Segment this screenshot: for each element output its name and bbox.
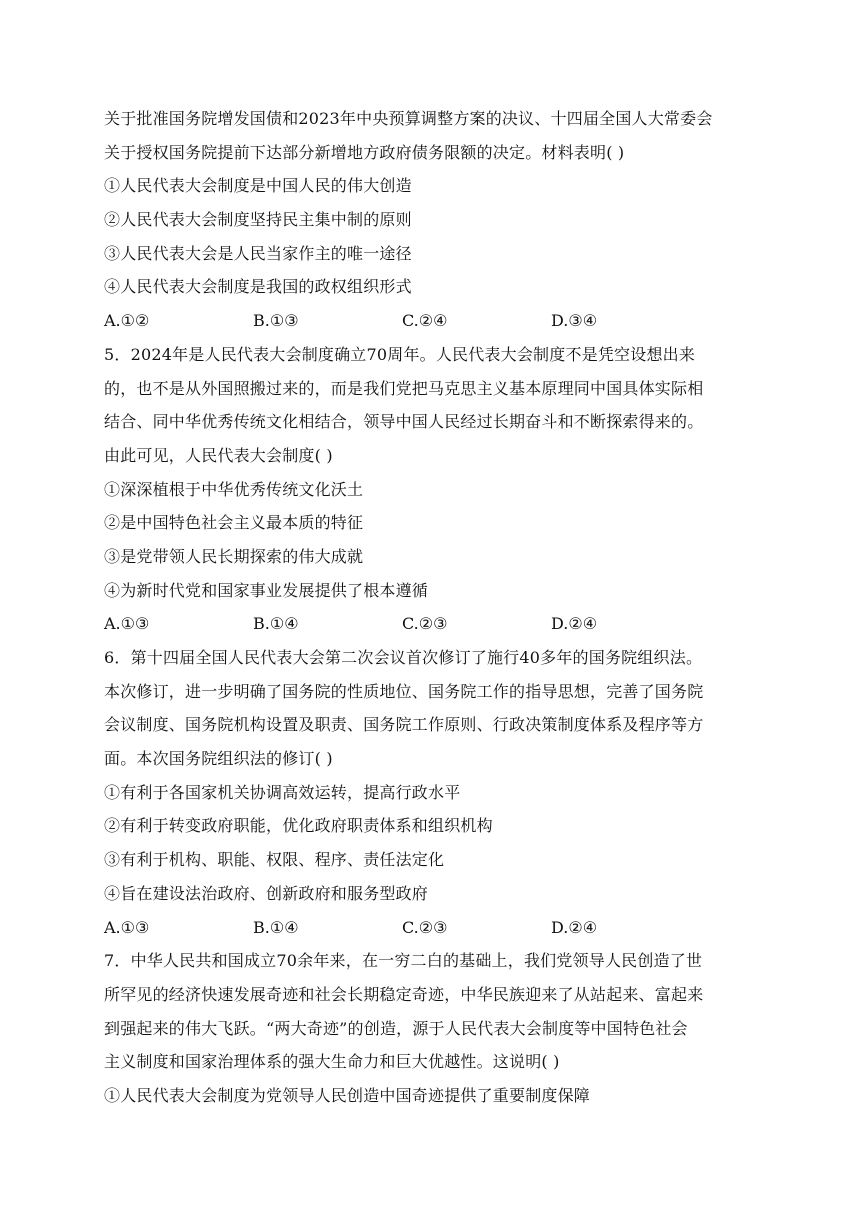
question-stem-line: 7．中华人民共和国成立70余年来，在一穷二白的基础上，我们党领导人民创造了世 xyxy=(104,951,703,971)
question-stem-line: 会议制度、国务院机构设置及职责、国务院工作原则、行政决策制度体系及程序等方 xyxy=(104,715,704,735)
question-stem-line: 所罕见的经济快速发展奇迹和社会长期稳定奇迹，中华民族迎来了从站起来、富起来 xyxy=(104,984,704,1004)
statement-item: ①人民代表大会制度为党领导人民创造中国奇迹提供了重要制度保障 xyxy=(104,1085,591,1105)
answer-options xyxy=(104,304,764,338)
statement-item: ①有利于各国家机关协调高效运转，提高行政水平 xyxy=(104,782,461,802)
question-stem-line: 由此可见，人民代表大会制度( ) xyxy=(104,445,333,465)
question-5 xyxy=(104,338,764,641)
option-d: D.③④ xyxy=(551,311,598,331)
document-page xyxy=(104,102,764,1113)
option-c: C.②③ xyxy=(402,614,448,634)
option-b: B.①④ xyxy=(253,614,299,634)
statement-item: ②是中国特色社会主义最本质的特征 xyxy=(104,513,364,533)
statement-item: ④人民代表大会制度是我国的政权组织形式 xyxy=(104,277,412,297)
statement-item: ②有利于转变政府职能，优化政府职责体系和组织机构 xyxy=(104,816,493,836)
option-a: A.①③ xyxy=(104,917,150,937)
option-d: D.②④ xyxy=(551,917,598,937)
question-stem-line: 6．第十四届全国人民代表大会第二次会议首次修订了施行40多年的国务院组织法。 xyxy=(104,648,703,667)
question-6 xyxy=(104,641,764,944)
option-a: A.①③ xyxy=(104,614,150,634)
option-c: C.②③ xyxy=(402,917,448,937)
question-stem-line: 关于批准国务院增发国债和2023年中央预算调整方案的决议、十四届全国人大常委会 xyxy=(104,109,713,128)
question-stem-line: 关于授权国务院提前下达部分新增地方政府债务限额的决定。材料表明( ) xyxy=(104,142,625,162)
question-stem-line: 的，也不是从外国照搬过来的，而是我们党把马克思主义基本原理同中国具体实际相 xyxy=(104,378,704,398)
question-stem-line: 面。本次国务院组织法的修订( ) xyxy=(104,749,333,769)
statement-item: ③人民代表大会是人民当家作主的唯一途径 xyxy=(104,243,412,263)
question-stem-line: 结合、同中华优秀传统文化相结合，领导中国人民经过长期奋斗和不断探索得来的。 xyxy=(104,412,704,432)
option-d: D.②④ xyxy=(551,614,598,634)
option-c: C.②④ xyxy=(402,311,448,331)
question-stem-line: 到强起来的伟大飞跃。“两大奇迹”的创造，源于人民代表大会制度等中国特色社会 xyxy=(104,1018,688,1038)
option-a: A.①② xyxy=(104,311,150,331)
question-7 xyxy=(104,944,764,1112)
statement-item: ③是党带领人民长期探索的伟大成就 xyxy=(104,546,364,566)
question-stem-line: 主义制度和国家治理体系的强大生命力和巨大优越性。这说明( ) xyxy=(104,1052,560,1072)
statement-item: ①深深植根于中华优秀传统文化沃土 xyxy=(104,479,364,499)
statement-item: ①人民代表大会制度是中国人民的伟大创造 xyxy=(104,176,412,196)
question-stem-line: 本次修订，进一步明确了国务院的性质地位、国务院工作的指导思想，完善了国务院 xyxy=(104,681,704,701)
statement-item: ③有利于机构、职能、权限、程序、责任法定化 xyxy=(104,850,445,870)
statement-item: ②人民代表大会制度坚持民主集中制的原则 xyxy=(104,210,412,230)
statement-item: ④旨在建设法治政府、创新政府和服务型政府 xyxy=(104,883,429,903)
question-stem-line: 5．2024年是人民代表大会制度确立70周年。人民代表大会制度不是凭空设想出来 xyxy=(104,344,696,364)
statement-item: ④为新时代党和国家事业发展提供了根本遵循 xyxy=(104,580,429,600)
option-b: B.①④ xyxy=(253,917,299,937)
answer-options xyxy=(104,607,764,641)
option-b: B.①③ xyxy=(253,311,299,331)
answer-options xyxy=(104,911,764,945)
question-4 xyxy=(104,102,764,338)
